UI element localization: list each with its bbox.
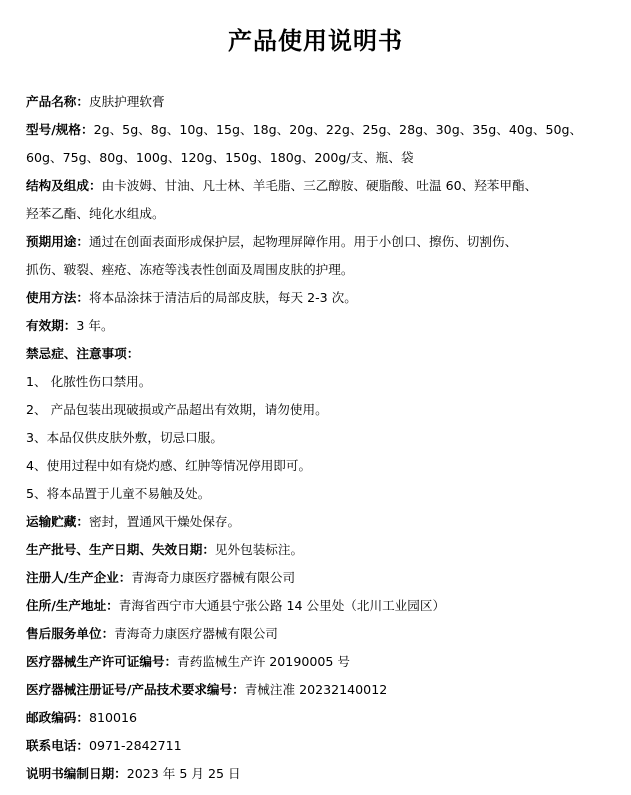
validity-label: 有效期： <box>26 318 77 333</box>
list-item <box>26 396 616 424</box>
usage-value: 将本品涂抹于清洁后的局部皮肤，每天 2-3 次。 <box>88 290 357 305</box>
compile-date-row <box>26 760 616 788</box>
document-title: 产品使用说明书 <box>228 26 403 55</box>
intended-use-value-line2: 抓伤、皲裂、痤疮、冻疮等浅表性创面及周围皮肤的护理。 <box>26 262 354 277</box>
contraindication-item-1: 1、 化脓性伤口禁用。 <box>26 374 152 389</box>
composition-value-line1: 由卡波姆、甘油、凡士林、羊毛脂、三乙醇胺、硬脂酸、吐温 60、羟苯甲酯、 <box>101 178 538 193</box>
model-row <box>26 116 616 144</box>
intended-use-row <box>26 228 616 256</box>
after-sales-value: 青海奇力康医疗器械有限公司 <box>114 626 278 641</box>
composition-row-continued <box>26 200 616 228</box>
validity-row <box>26 312 616 340</box>
registrant-label: 注册人/生产企业： <box>26 570 132 585</box>
intended-use-label: 预期用途： <box>26 234 89 249</box>
composition-label: 结构及组成： <box>26 178 102 193</box>
model-row-continued <box>26 144 616 172</box>
batch-row <box>26 536 616 564</box>
postcode-row <box>26 704 616 732</box>
address-row <box>26 592 616 620</box>
after-sales-row <box>26 620 616 648</box>
license-label: 医疗器械生产许可证编号： <box>26 654 178 669</box>
model-value-line2: 60g、75g、80g、100g、120g、150g、180g、200g/支、瓶、袋 <box>26 150 414 165</box>
contraindications-heading <box>26 340 616 368</box>
registration-value: 青械注准 20232140012 <box>244 682 388 697</box>
storage-label: 运输贮藏： <box>26 514 89 529</box>
list-item <box>26 368 616 396</box>
registration-row <box>26 676 616 704</box>
postcode-value: 810016 <box>88 710 138 725</box>
list-item <box>26 452 616 480</box>
registrant-row <box>26 564 616 592</box>
list-item <box>26 480 616 508</box>
model-label: 型号/规格： <box>26 122 94 137</box>
intended-use-row-continued <box>26 256 616 284</box>
document-body <box>26 88 616 788</box>
phone-label: 联系电话： <box>26 738 89 753</box>
contraindication-item-2: 2、 产品包装出现破损或产品超出有效期，请勿使用。 <box>26 402 328 417</box>
address-label: 住所/生产地址： <box>26 598 119 613</box>
product-name-row <box>26 88 616 116</box>
address-value: 青海省西宁市大通县宁张公路 14 公里处（北川工业园区） <box>118 598 446 613</box>
contraindications-label: 禁忌症、注意事项： <box>26 346 140 361</box>
contraindication-item-5: 5、将本品置于儿童不易触及处。 <box>26 486 211 501</box>
contraindication-item-3: 3、本品仅供皮肤外敷，切忌口服。 <box>26 430 223 445</box>
compile-date-value: 2023 年 5 月 25 日 <box>126 766 241 781</box>
validity-value: 3 年。 <box>76 318 114 333</box>
postcode-label: 邮政编码： <box>26 710 89 725</box>
compile-date-label: 说明书编制日期： <box>26 766 127 781</box>
product-name-label: 产品名称： <box>26 94 89 109</box>
usage-row <box>26 284 616 312</box>
model-value-line1: 2g、5g、8g、10g、15g、18g、20g、22g、25g、28g、30g、35g、40g、50g、 <box>93 122 583 137</box>
product-name-value: 皮肤护理软膏 <box>88 94 165 109</box>
contraindication-item-4: 4、使用过程中如有烧灼感、红肿等情况停用即可。 <box>26 458 312 473</box>
after-sales-label: 售后服务单位： <box>26 626 115 641</box>
composition-value-line2: 羟苯乙酯、纯化水组成。 <box>26 206 165 221</box>
list-item <box>26 424 616 452</box>
batch-value: 见外包装标注。 <box>214 542 304 557</box>
license-row <box>26 648 616 676</box>
intended-use-value-line1: 通过在创面表面形成保护层，起物理屏障作用。用于小创口、擦伤、切割伤、 <box>88 234 518 249</box>
storage-row <box>26 508 616 536</box>
storage-value: 密封，置通风干燥处保存。 <box>88 514 241 529</box>
registrant-value: 青海奇力康医疗器械有限公司 <box>131 570 296 585</box>
license-value: 青药监械生产许 20190005 号 <box>177 654 350 669</box>
usage-label: 使用方法： <box>26 290 89 305</box>
phone-value: 0971-2842711 <box>88 738 182 753</box>
phone-row <box>26 732 616 760</box>
registration-label: 医疗器械注册证号/产品技术要求编号： <box>26 682 245 697</box>
batch-label: 生产批号、生产日期、失效日期： <box>26 542 215 557</box>
composition-row <box>26 172 616 200</box>
